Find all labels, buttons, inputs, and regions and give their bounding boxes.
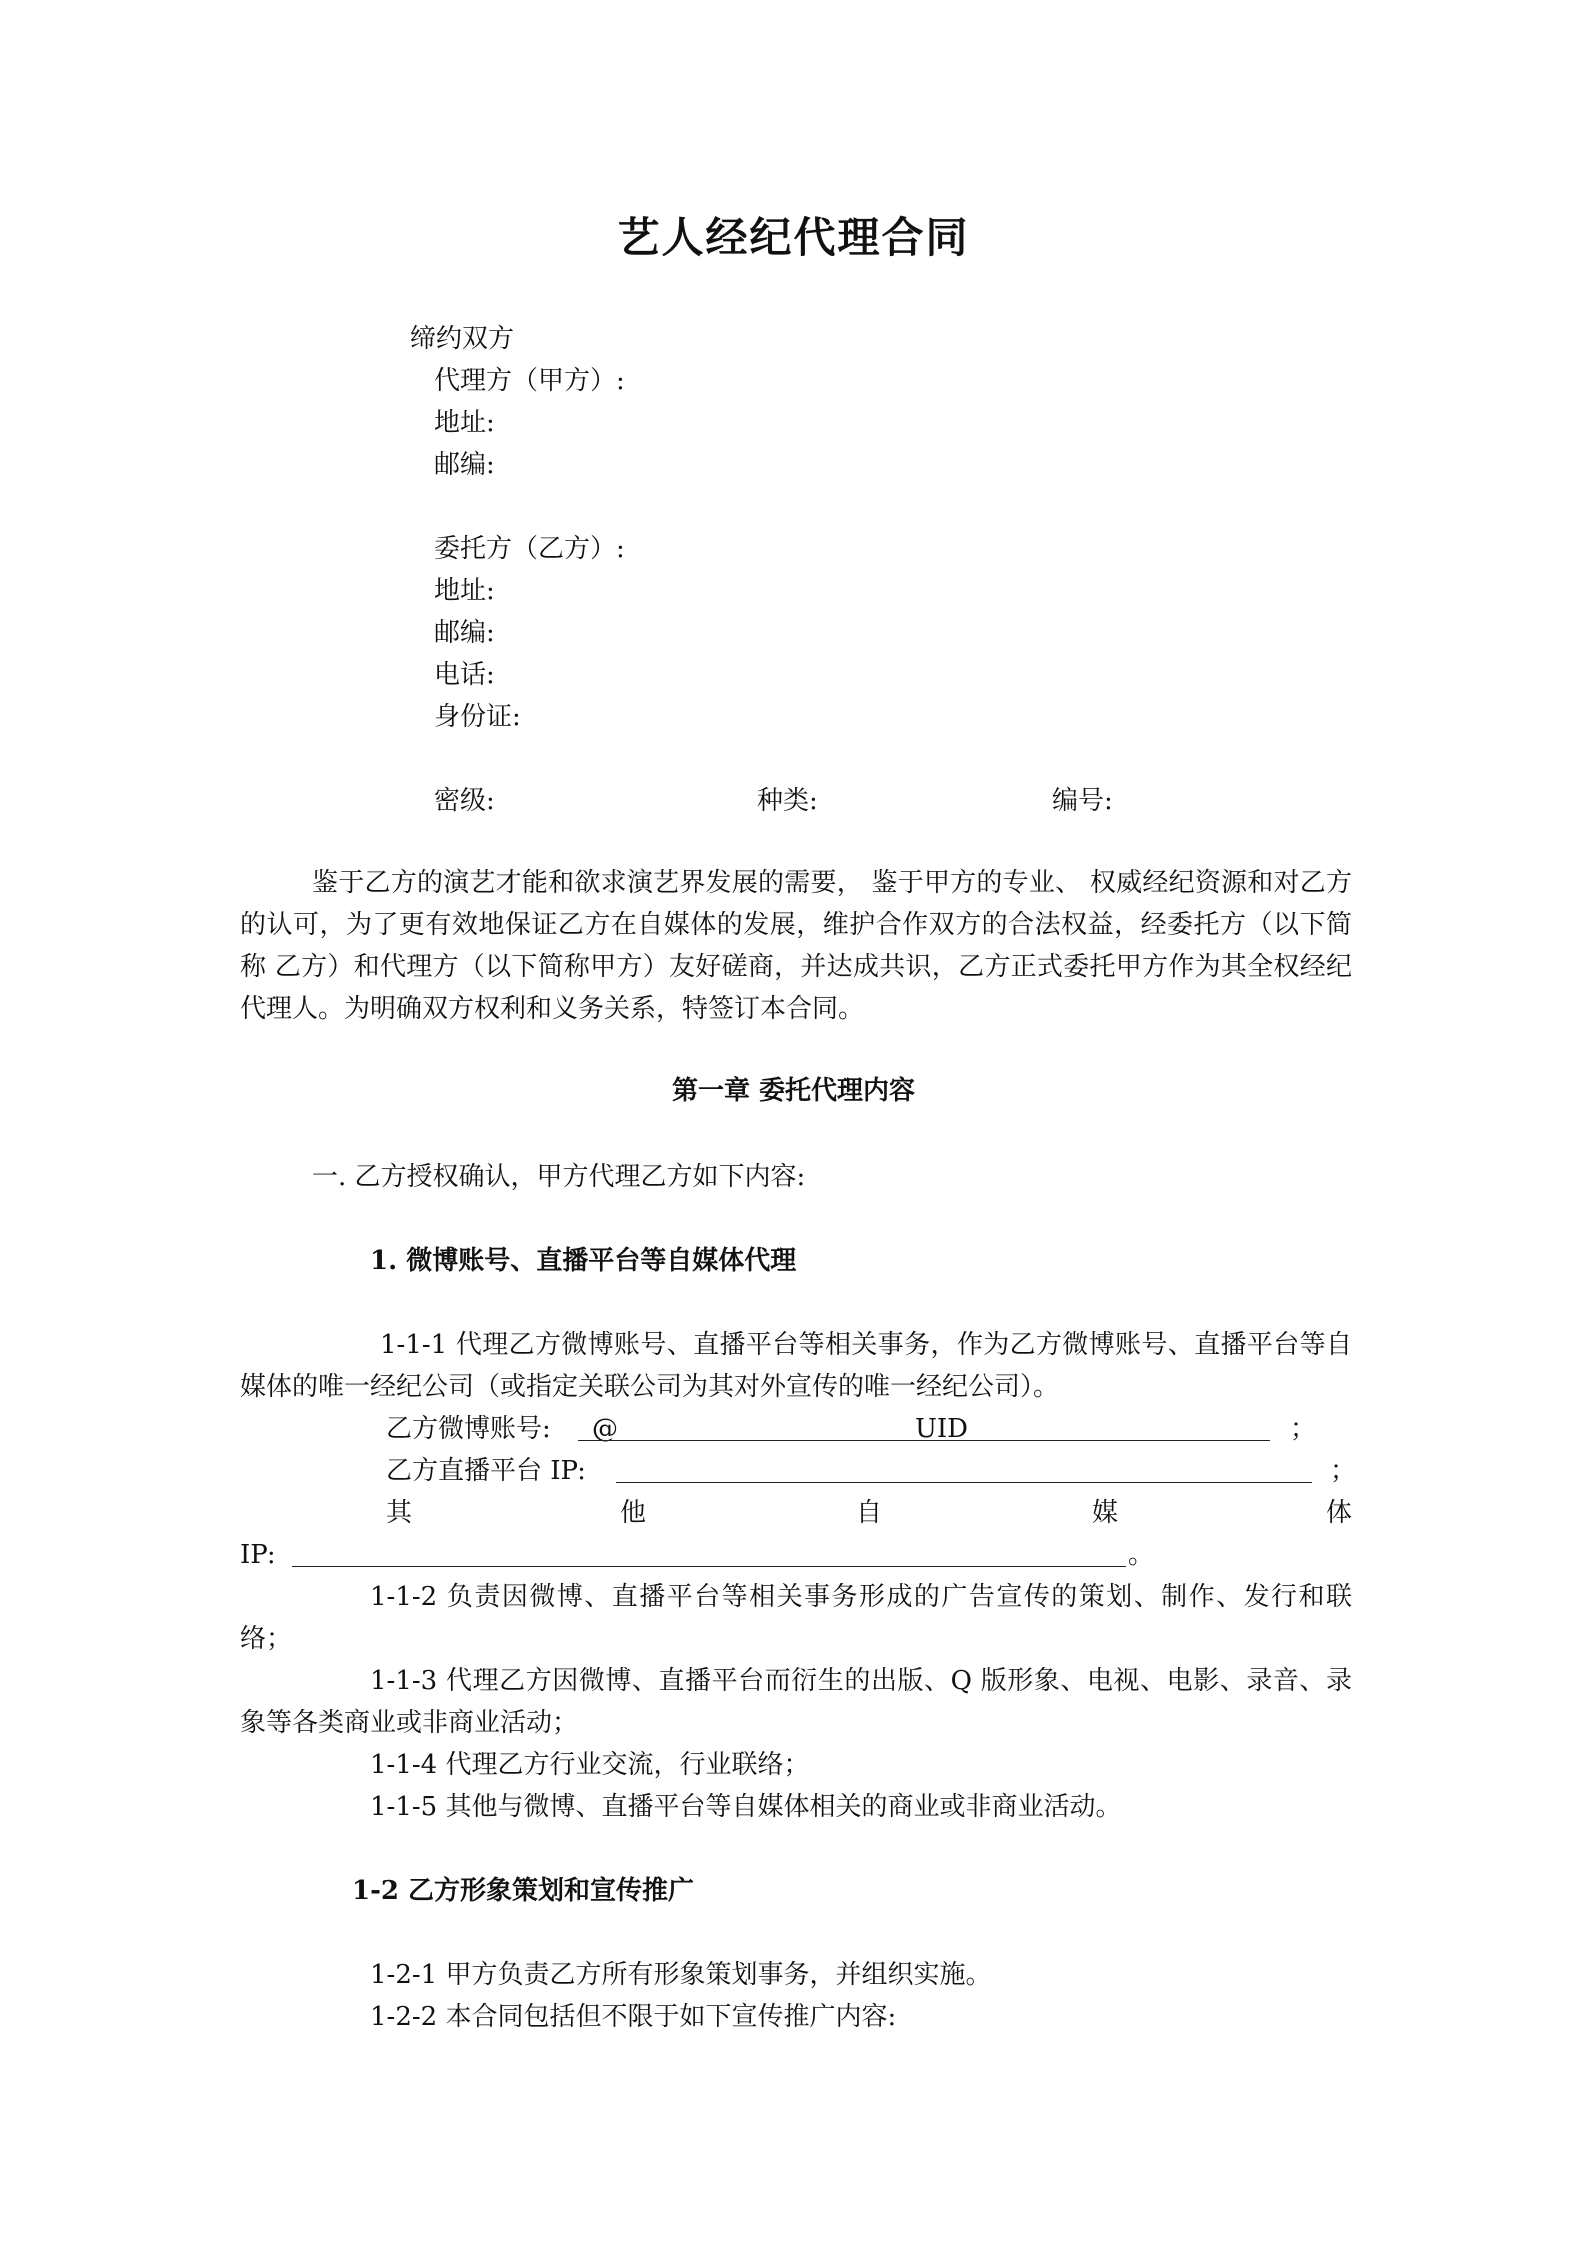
client-phone: 电话: bbox=[434, 660, 495, 690]
other-char-3: 自 bbox=[856, 1498, 883, 1528]
intro-paragraph: 鉴于乙方的演艺才能和欲求演艺界发展的需要， 鉴于甲方的专业、 权威经纪资源和对乙方的认可，为了更有效地保证乙方在自媒体的发展，维护合作双方的合法权益，经委托方（以下简称 乙方）和代理方（以下简称甲方）友好磋商，并达成共识，乙方正式委托甲方作为其全权经纪代理人。为明确双方权利和义务关系，特签订本合同。 bbox=[240, 868, 1352, 1024]
section-1-2-title: 1-2 乙方形象策划和宣传推广 bbox=[352, 1876, 695, 1906]
category: 种类: bbox=[757, 786, 818, 816]
client-label: 委托方（乙方）: bbox=[434, 534, 625, 564]
secret-level: 密级: bbox=[434, 786, 495, 816]
weibo-semicolon: ； bbox=[1290, 1414, 1317, 1444]
clause-1-1-2: 1-1-2 负责因微博、直播平台等相关事务形成的广告宣传的策划、制作、发行和联络； bbox=[240, 1582, 1352, 1654]
weibo-label: 乙方微博账号: bbox=[386, 1414, 551, 1444]
section-one: 一. 乙方授权确认，甲方代理乙方如下内容: bbox=[312, 1162, 806, 1192]
agent-label: 代理方（甲方）: bbox=[434, 366, 625, 396]
weibo-at: @ bbox=[592, 1414, 618, 1444]
chapter-heading: 第一章 委托代理内容 bbox=[671, 1076, 916, 1106]
parties-heading: 缔约双方 bbox=[410, 324, 515, 354]
document-title: 艺人经纪代理合同 bbox=[617, 213, 970, 262]
clause-1-1-3: 1-1-3 代理乙方因微博、直播平台而衍生的出版、Q 版形象、电视、电影、录音、录象等各类商业或非商业活动； bbox=[240, 1666, 1352, 1738]
client-postcode: 邮编: bbox=[434, 618, 495, 648]
ip-period: 。 bbox=[1128, 1540, 1155, 1570]
other-char-4: 媒 bbox=[1092, 1498, 1119, 1528]
clause-1-2-1: 1-2-1 甲方负责乙方所有形象策划事务，并组织实施。 bbox=[370, 1960, 992, 1990]
agent-postcode: 邮编: bbox=[434, 450, 495, 480]
client-id: 身份证: bbox=[434, 702, 521, 732]
ip-label: IP: bbox=[240, 1540, 276, 1570]
section-1-1-title: 1. 微博账号、直播平台等自媒体代理 bbox=[370, 1246, 797, 1276]
live-label: 乙方直播平台 IP: bbox=[386, 1456, 586, 1486]
weibo-uid: UID bbox=[915, 1414, 969, 1444]
weibo-fill-line bbox=[578, 1440, 1270, 1441]
clause-1-1-5: 1-1-5 其他与微博、直播平台等自媒体相关的商业或非商业活动。 bbox=[370, 1792, 1122, 1822]
other-char-5: 体 bbox=[1326, 1498, 1353, 1528]
other-char-1: 其 bbox=[386, 1498, 413, 1528]
doc-number: 编号: bbox=[1052, 786, 1113, 816]
client-address: 地址: bbox=[434, 576, 495, 606]
clause-1-2-2: 1-2-2 本合同包括但不限于如下宣传推广内容: bbox=[370, 2002, 897, 2032]
other-char-2: 他 bbox=[620, 1498, 647, 1528]
live-semicolon: ； bbox=[1330, 1456, 1357, 1486]
clause-1-1-1: 1-1-1 代理乙方微博账号、直播平台等相关事务，作为乙方微博账号、直播平台等自媒体的唯一经纪公司（或指定关联公司为其对外宣传的唯一经纪公司）。 bbox=[240, 1330, 1352, 1402]
agent-address: 地址: bbox=[434, 408, 495, 438]
live-fill-line bbox=[616, 1482, 1312, 1483]
ip-fill-line bbox=[292, 1566, 1126, 1567]
clause-1-1-4: 1-1-4 代理乙方行业交流，行业联络； bbox=[370, 1750, 810, 1780]
